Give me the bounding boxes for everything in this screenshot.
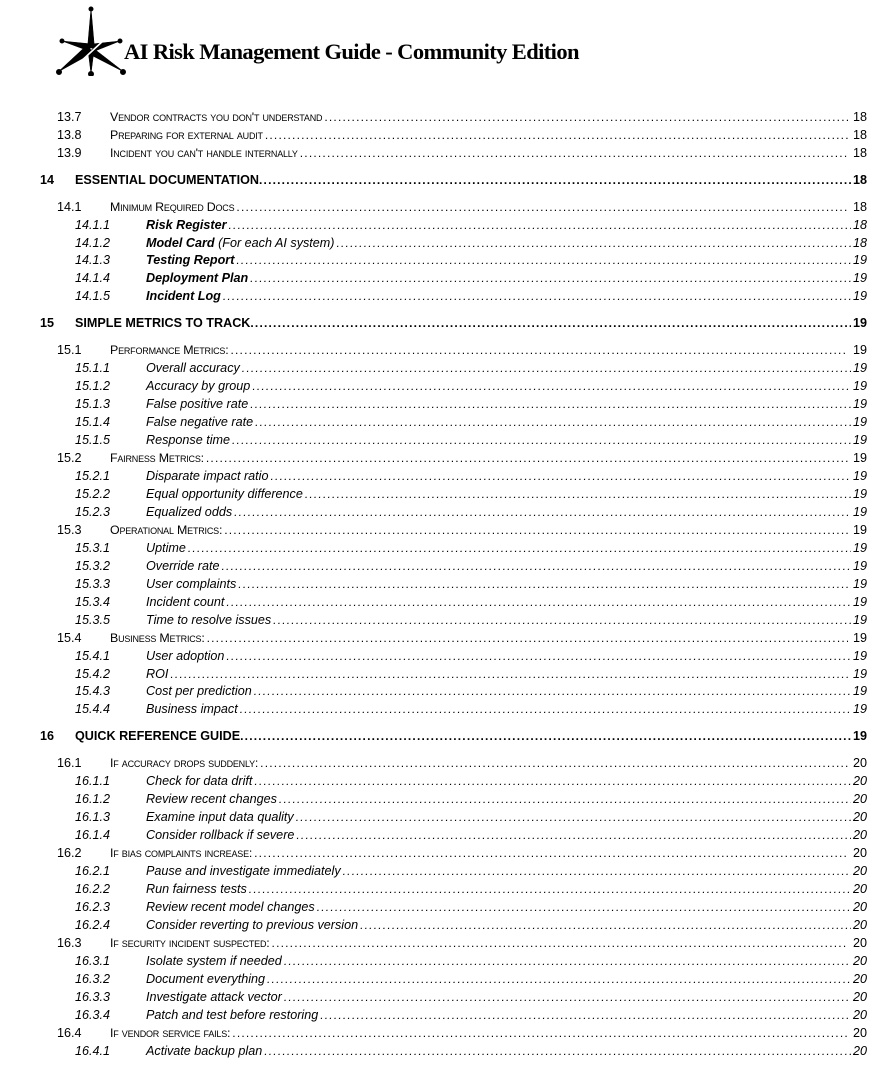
toc-entry-page-number: 19 [852, 487, 867, 501]
toc-entry-number: 16.1.3 [75, 810, 111, 824]
toc-entry-number: 15.2.2 [75, 487, 111, 501]
toc-entry-16-2-4[interactable] [75, 918, 867, 936]
toc-entry-number: 15.1.5 [75, 433, 111, 447]
toc-entry-15-3-5[interactable] [75, 613, 867, 631]
toc-entry-number: 15.4 [57, 631, 82, 645]
toc-entry-page-number: 19 [852, 316, 867, 330]
toc-entry-title: Operational Metrics: [110, 523, 223, 537]
toc-entry-16[interactable] [40, 729, 867, 747]
toc-entry-page-number: 18 [852, 146, 867, 160]
dot-leader [188, 541, 851, 555]
toc-entry-page-number: 19 [852, 433, 867, 447]
toc-entry-page-number: 19 [852, 667, 867, 681]
toc-entry-title [146, 271, 248, 285]
toc-entry-16-1-2[interactable] [75, 792, 867, 810]
toc-entry-page-number: 20 [852, 882, 867, 896]
toc-entry-number: 15.3.2 [75, 559, 111, 573]
toc-entry-number: 15.2.3 [75, 505, 111, 519]
toc-entry-15-3-1[interactable] [75, 541, 867, 559]
toc-entry-page-number: 19 [852, 702, 867, 716]
toc-entry-page-number: 19 [852, 595, 867, 609]
toc-entry-page-number: 18 [852, 110, 867, 124]
toc-entry-title [146, 289, 221, 303]
dot-leader [320, 1008, 851, 1022]
dot-leader [324, 110, 848, 124]
toc-entry-title: Consider reverting to previous version [146, 918, 359, 932]
toc-entry-title: False negative rate [146, 415, 254, 429]
dot-leader [252, 379, 851, 393]
toc-entry-16-2-3[interactable] [75, 900, 867, 918]
toc-entry-number: 16.4.1 [75, 1044, 111, 1058]
toc-entry-14-1[interactable] [57, 200, 867, 218]
toc-entry-title: Minimum Required Docs [110, 200, 235, 214]
toc-entry-16-1-3[interactable] [75, 810, 867, 828]
toc-entry-number: 15.2.1 [75, 469, 111, 483]
toc-entry-title: Patch and test before restoring [146, 1008, 319, 1022]
toc-entry-title-bold: Testing Report [146, 253, 235, 267]
dot-leader [250, 397, 851, 411]
toc-entry-16-3-4[interactable] [75, 1008, 867, 1026]
toc-entry-title: Consider rollback if severe [146, 828, 295, 842]
toc-entry-page-number: 18 [852, 218, 867, 232]
toc-entry-16-3-3[interactable] [75, 990, 867, 1008]
toc-entry-title-bold: Risk Register [146, 218, 227, 232]
dot-leader [230, 343, 848, 357]
toc-entry-page-number: 18 [852, 128, 867, 142]
toc-entry-page-number: 19 [852, 253, 867, 267]
toc-entry-16-4[interactable] [57, 1026, 867, 1044]
toc-entry-page-number: 18 [852, 200, 867, 214]
dot-leader [272, 936, 848, 950]
toc-entry-16-1[interactable] [57, 756, 867, 774]
toc-entry-14-1-1[interactable] [75, 218, 867, 236]
toc-entry-number: 16.2.2 [75, 882, 111, 896]
toc-entry-page-number: 19 [852, 379, 867, 393]
dot-leader [305, 487, 851, 501]
toc-entry-page-number: 20 [852, 864, 867, 878]
toc-entry-15-1[interactable] [57, 343, 867, 361]
toc-entry-number: 15.3.5 [75, 613, 111, 627]
toc-entry-number: 15.1 [57, 343, 82, 357]
dot-leader [284, 990, 851, 1004]
toc-entry-title: Response time [146, 433, 230, 447]
toc-entry-page-number: 19 [852, 631, 867, 645]
dot-leader [223, 289, 851, 303]
toc-entry-title: Disparate impact ratio [146, 469, 269, 483]
toc-entry-title: SIMPLE METRICS TO TRACK [75, 316, 251, 330]
toc-entry-title: Check for data drift [146, 774, 253, 788]
toc-entry-title: If accuracy drops suddenly: [110, 756, 259, 770]
toc-entry-16-3-1[interactable] [75, 954, 867, 972]
toc-entry-15-3-4[interactable] [75, 595, 867, 613]
toc-entry-page-number: 18 [852, 173, 867, 187]
toc-entry-page-number: 19 [852, 505, 867, 519]
toc-entry-page-number: 19 [852, 684, 867, 698]
toc-entry-15-4-4[interactable] [75, 702, 867, 720]
dot-leader [226, 649, 851, 663]
toc-entry-page-number: 20 [852, 1044, 867, 1058]
dot-leader [343, 864, 851, 878]
toc-entry-16-1-4[interactable] [75, 828, 867, 846]
toc-entry-title: Fairness Metrics: [110, 451, 204, 465]
toc-entry-title: If security incident suspected: [110, 936, 270, 950]
toc-entry-number: 16.1.2 [75, 792, 111, 806]
dot-leader [254, 846, 848, 860]
toc-entry-number: 16 [40, 729, 55, 743]
toc-entry-title: Review recent changes [146, 792, 277, 806]
toc-entry-number: 15.2 [57, 451, 82, 465]
toc-entry-15-4-3[interactable] [75, 684, 867, 702]
toc-entry-15-4[interactable] [57, 631, 867, 649]
toc-entry-title: Time to resolve issues [146, 613, 272, 627]
toc-entry-page-number: 19 [852, 271, 867, 285]
toc-entry-14-1-2[interactable] [75, 236, 867, 254]
toc-entry-15-1-3[interactable] [75, 397, 867, 415]
toc-entry-page-number: 20 [852, 774, 867, 788]
toc-entry-number: 15.4.2 [75, 667, 111, 681]
dot-leader [250, 316, 851, 330]
dot-leader [265, 128, 848, 142]
dot-leader [222, 559, 851, 573]
toc-entry-15-2-3[interactable] [75, 505, 867, 523]
toc-entry-page-number: 20 [852, 936, 867, 950]
toc-entry-title: Business impact [146, 702, 238, 716]
toc-entry-page-number: 20 [852, 990, 867, 1004]
dot-leader [267, 972, 851, 986]
toc-entry-page-number: 19 [852, 289, 867, 303]
dot-leader [255, 415, 851, 429]
toc-entry-title: Uptime [146, 541, 186, 555]
toc-entry-title: ESSENTIAL DOCUMENTATION [75, 173, 260, 187]
dot-leader [296, 810, 851, 824]
toc-entry-16-2[interactable] [57, 846, 867, 864]
dot-leader [242, 361, 851, 375]
toc-entry-number: 16.3 [57, 936, 82, 950]
dot-leader [206, 451, 848, 465]
toc-entry-title: Equalized odds [146, 505, 233, 519]
toc-entry-number: 15.1.1 [75, 361, 111, 375]
toc-entry-title: User complaints [146, 577, 237, 591]
toc-entry-page-number: 20 [852, 918, 867, 932]
toc-entry-page-number: 18 [852, 236, 867, 250]
toc-entry-page-number: 19 [852, 613, 867, 627]
toc-entry-number: 14 [40, 173, 55, 187]
dot-leader [236, 200, 848, 214]
document-header [56, 6, 656, 76]
dot-leader [260, 756, 848, 770]
toc-entry-number: 15.3.1 [75, 541, 111, 555]
dot-leader [296, 828, 851, 842]
document-title: AI Risk Management Guide - Community Edition [124, 39, 579, 64]
toc-entry-number: 15.1.3 [75, 397, 111, 411]
toc-entry-16-3[interactable] [57, 936, 867, 954]
dot-leader [232, 433, 851, 447]
toc-entry-14-1-5[interactable] [75, 289, 867, 307]
toc-entry-title [146, 236, 334, 250]
toc-entry-page-number: 19 [852, 397, 867, 411]
toc-entry-number: 15.1.2 [75, 379, 111, 393]
toc-entry-15-1-1[interactable] [75, 361, 867, 379]
dot-leader [207, 631, 848, 645]
toc-entry-number: 15.1.4 [75, 415, 111, 429]
toc-entry-number: 15.3 [57, 523, 82, 537]
toc-entry-number: 16.3.2 [75, 972, 111, 986]
toc-entry-16-3-2[interactable] [75, 972, 867, 990]
toc-entry-number: 16.3.1 [75, 954, 111, 968]
toc-entry-15-3-2[interactable] [75, 559, 867, 577]
toc-entry-title-bold: Model Card [146, 236, 215, 250]
toc-entry-number: 14.1.3 [75, 253, 111, 267]
dot-leader [240, 729, 851, 743]
toc-entry-title: Business Metrics: [110, 631, 205, 645]
toc-entry-15-3[interactable] [57, 523, 867, 541]
toc-entry-title: Pause and investigate immediately [146, 864, 341, 878]
toc-entry-title: Preparing for external audit [110, 128, 263, 142]
toc-entry-page-number: 19 [852, 729, 867, 743]
toc-entry-title: Run fairness tests [146, 882, 247, 896]
toc-entry-title: Accuracy by group [146, 379, 251, 393]
dot-leader [236, 253, 851, 267]
toc-entry-page-number: 20 [852, 954, 867, 968]
dot-leader [224, 523, 848, 537]
dot-leader [226, 595, 851, 609]
toc-entry-title [146, 218, 227, 232]
toc-entry-number: 16.2.4 [75, 918, 111, 932]
dot-leader [254, 774, 851, 788]
toc-entry-title: Equal opportunity difference [146, 487, 303, 501]
toc-entry-number: 15.4.1 [75, 649, 111, 663]
dot-leader [360, 918, 851, 932]
dot-leader [273, 613, 851, 627]
dot-leader [240, 702, 851, 716]
toc-entry-title: Review recent model changes [146, 900, 315, 914]
toc-entry-page-number: 20 [852, 1026, 867, 1040]
dot-leader [317, 900, 851, 914]
dot-leader [284, 954, 851, 968]
dot-leader [232, 1026, 848, 1040]
toc-entry-page-number: 20 [852, 810, 867, 824]
toc-entry-title: If bias complaints increase: [110, 846, 253, 860]
toc-entry-title: Isolate system if needed [146, 954, 282, 968]
dot-leader [234, 505, 851, 519]
toc-entry-page-number: 20 [852, 846, 867, 860]
toc-entry-title: Document everything [146, 972, 266, 986]
toc-entry-number: 14.1.1 [75, 218, 111, 232]
toc-entry-page-number: 19 [852, 649, 867, 663]
toc-entry-page-number: 20 [852, 792, 867, 806]
toc-entry-13-9[interactable] [57, 146, 867, 164]
toc-entry-title: Incident you can't handle internally [110, 146, 298, 160]
toc-entry-page-number: 19 [852, 343, 867, 357]
toc-entry-number: 16.1.1 [75, 774, 111, 788]
dot-leader [229, 218, 851, 232]
dot-leader [300, 146, 848, 160]
toc-entry-page-number: 20 [852, 1008, 867, 1022]
dot-leader [238, 577, 851, 591]
toc-entry-title [146, 253, 234, 267]
toc-entry-number: 15 [40, 316, 55, 330]
toc-entry-title: If vendor service fails: [110, 1026, 231, 1040]
toc-entry-title: ROI [146, 667, 169, 681]
toc-entry-title: Cost per prediction [146, 684, 252, 698]
toc-entry-number: 15.4.4 [75, 702, 111, 716]
toc-entry-15-2[interactable] [57, 451, 867, 469]
dot-leader [271, 469, 851, 483]
toc-entry-page-number: 19 [852, 541, 867, 555]
dot-leader [170, 667, 851, 681]
toc-entry-page-number: 19 [852, 523, 867, 537]
toc-entry-15-4-2[interactable] [75, 667, 867, 685]
toc-entry-number: 16.2.3 [75, 900, 111, 914]
toc-entry-15-1-2[interactable] [75, 379, 867, 397]
dot-leader [249, 882, 851, 896]
toc-entry-number: 16.2 [57, 846, 82, 860]
toc-entry-number: 16.1.4 [75, 828, 111, 842]
toc-entry-16-2-1[interactable] [75, 864, 867, 882]
toc-entry-number: 13.7 [57, 110, 82, 124]
compass-star-icon [56, 6, 126, 76]
toc-entry-number: 16.4 [57, 1026, 82, 1040]
toc-entry-number: 14.1.4 [75, 271, 111, 285]
toc-entry-title-bold: Incident Log [146, 289, 221, 303]
toc-entry-title: Activate backup plan [146, 1044, 263, 1058]
toc-entry-15[interactable] [40, 316, 867, 334]
toc-entry-title: Performance Metrics: [110, 343, 229, 357]
toc-entry-page-number: 20 [852, 972, 867, 986]
toc-entry-number: 16.2.1 [75, 864, 111, 878]
toc-entry-page-number: 19 [852, 415, 867, 429]
toc-entry-15-4-1[interactable] [75, 649, 867, 667]
toc-entry-16-1-1[interactable] [75, 774, 867, 792]
toc-entry-title: Overall accuracy [146, 361, 240, 375]
dot-leader [264, 1044, 851, 1058]
toc-entry-14-1-4[interactable] [75, 271, 867, 289]
toc-entry-13-8[interactable] [57, 128, 867, 146]
toc-entry-number: 15.3.3 [75, 577, 111, 591]
toc-entry-title: User adoption [146, 649, 225, 663]
toc-entry-title: Vendor contracts you don't understand [110, 110, 323, 124]
dot-leader [279, 792, 851, 806]
toc-entry-page-number: 20 [852, 900, 867, 914]
toc-entry-15-1-4[interactable] [75, 415, 867, 433]
toc-entry-page-number: 19 [852, 559, 867, 573]
toc-entry-16-2-2[interactable] [75, 882, 867, 900]
toc-entry-title: Examine input data quality [146, 810, 294, 824]
toc-entry-15-3-3[interactable] [75, 577, 867, 595]
toc-entry-title-bold: Deployment Plan [146, 271, 249, 285]
toc-entry-number: 14.1.5 [75, 289, 111, 303]
toc-entry-number: 13.8 [57, 128, 82, 142]
toc-entry-title: Override rate [146, 559, 220, 573]
dot-leader [259, 173, 851, 187]
dot-leader [336, 236, 851, 250]
toc-entry-14[interactable] [40, 173, 867, 191]
toc-entry-15-2-1[interactable] [75, 469, 867, 487]
toc-entry-15-2-2[interactable] [75, 487, 867, 505]
toc-entry-16-4-1[interactable] [75, 1044, 867, 1062]
toc-entry-number: 16.1 [57, 756, 82, 770]
toc-entry-page-number: 19 [852, 577, 867, 591]
toc-entry-13-7[interactable] [57, 110, 867, 128]
toc-entry-page-number: 20 [852, 756, 867, 770]
toc-entry-title: False positive rate [146, 397, 249, 411]
toc-entry-number: 16.3.3 [75, 990, 111, 1004]
toc-entry-15-1-5[interactable] [75, 433, 867, 451]
toc-entry-title: Investigate attack vector [146, 990, 282, 1004]
toc-entry-title-rest: (For each AI system) [214, 236, 335, 250]
dot-leader [254, 684, 851, 698]
toc-entry-number: 15.3.4 [75, 595, 111, 609]
toc-entry-page-number: 20 [852, 828, 867, 842]
toc-entry-number: 15.4.3 [75, 684, 111, 698]
toc-entry-number: 14.1 [57, 200, 82, 214]
toc-entry-14-1-3[interactable] [75, 253, 867, 271]
toc-entry-title: Incident count [146, 595, 225, 609]
dot-leader [250, 271, 851, 285]
toc-entry-page-number: 19 [852, 361, 867, 375]
toc-entry-number: 14.1.2 [75, 236, 111, 250]
toc-entry-number: 13.9 [57, 146, 82, 160]
toc-entry-page-number: 19 [852, 469, 867, 483]
toc-entry-page-number: 19 [852, 451, 867, 465]
toc-entry-number: 16.3.4 [75, 1008, 111, 1022]
toc-entry-title: QUICK REFERENCE GUIDE [75, 729, 241, 743]
